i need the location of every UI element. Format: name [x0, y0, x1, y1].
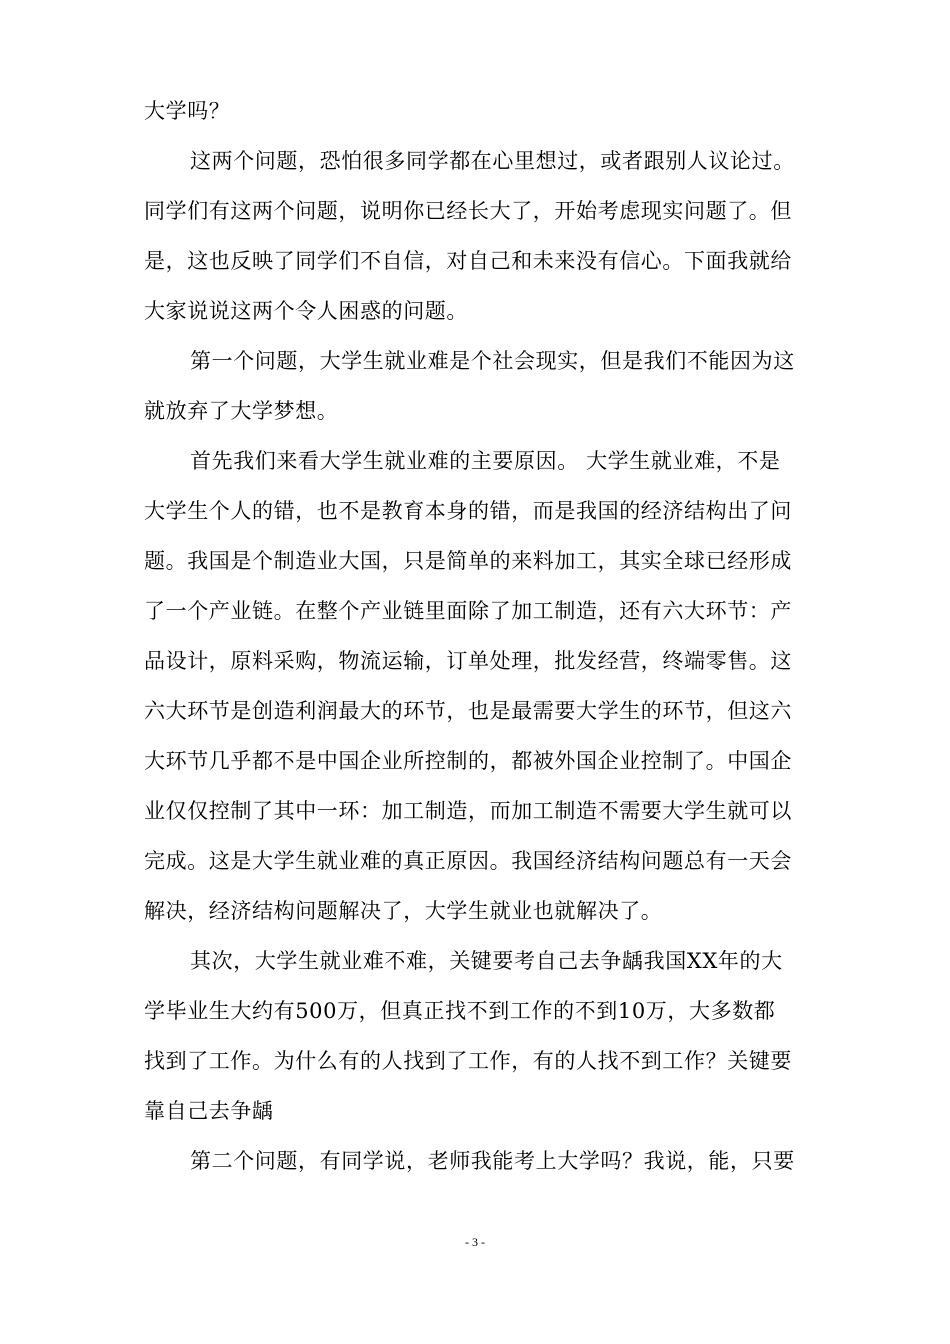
- text-line: 业仅仅控制了其中一环：加工制造，而加工制造不需要大学生就可以: [144, 799, 792, 823]
- text-line: 了一个产业链。在整个产业链里面除了加工制造，还有六大环节：产: [144, 599, 792, 623]
- paragraph-start: 第一个问题，大学生就业难是个社会现实，但是我们不能因为这: [190, 349, 795, 373]
- text-line: 大环节几乎都不是中国企业所控制的，都被外国企业控制了。中国企: [144, 749, 792, 773]
- text-line: 找到了工作。为什么有的人找到了工作，有的人找不到工作？关键要: [144, 1049, 792, 1073]
- text-line: 学毕业生大约有500万，但真正找不到工作的不到10万，大多数都: [144, 999, 776, 1023]
- paragraph-start: 其次，大学生就业难不难，关键要考自己去争龋我国XX年的大: [190, 949, 783, 973]
- text-line: 同学们有这两个问题，说明你已经长大了，开始考虑现实问题了。但: [144, 199, 792, 223]
- text-line: 是，这也反映了同学们不自信，对自己和未来没有信心。下面我就给: [144, 249, 792, 273]
- text-line: 六大环节是创造利润最大的环节，也是最需要大学生的环节，但这六: [144, 699, 792, 723]
- paragraph-start: 这两个问题，恐怕很多同学都在心里想过，或者跟别人议论过。: [190, 149, 795, 173]
- text-line: 靠自己去争龋: [144, 1099, 274, 1123]
- text-line: 题。我国是个制造业大国，只是简单的来料加工，其实全球已经形成: [144, 549, 792, 573]
- text-line: 解决，经济结构问题解决了，大学生就业也就解决了。: [144, 899, 663, 923]
- paragraph-start: 首先我们来看大学生就业难的主要原因。 大学生就业难，不是: [190, 449, 781, 473]
- page-number: - 3 -: [465, 1235, 485, 1249]
- text-line: 完成。这是大学生就业难的真正原因。我国经济结构问题总有一天会: [144, 849, 792, 873]
- text-line: 大家说说这两个令人困惑的问题。: [144, 299, 468, 323]
- text-line: 大学吗？: [144, 99, 231, 123]
- text-line: 大学生个人的错，也不是教育本身的错，而是我国的经济结构出了问: [144, 499, 792, 523]
- paragraph-start: 第二个问题，有同学说，老师我能考上大学吗？我说，能，只要: [190, 1149, 795, 1173]
- text-line: 就放弃了大学梦想。: [144, 399, 339, 423]
- text-line: 品设计，原料采购，物流运输，订单处理，批发经营，终端零售。这: [144, 649, 792, 673]
